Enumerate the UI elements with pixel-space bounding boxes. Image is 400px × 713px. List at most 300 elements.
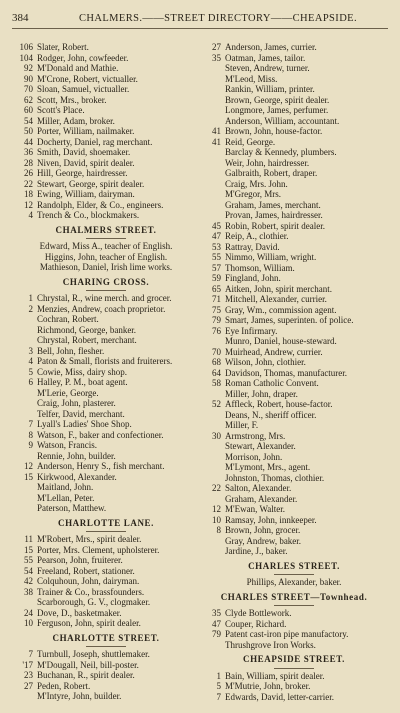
directory-entry <box>200 158 388 169</box>
directory-entry <box>12 137 200 148</box>
house-number <box>200 462 225 473</box>
directory-entry <box>200 273 388 284</box>
house-number <box>200 420 225 431</box>
house-number <box>200 200 225 211</box>
house-number: 36 <box>24 147 33 157</box>
house-number <box>200 168 225 179</box>
directory-entry <box>12 545 200 556</box>
house-number <box>200 210 225 221</box>
entry-text: Richmond, George, banker. <box>37 324 137 335</box>
centered-entry: Phillips, Alexander, baker. <box>246 577 342 587</box>
house-number <box>200 179 225 190</box>
house-number: 62 <box>24 94 33 105</box>
directory-entry <box>12 461 200 472</box>
directory-entry <box>200 357 388 368</box>
entry-text: Reip, A., clothier. <box>225 231 289 241</box>
charing-cross-continued-entries <box>200 42 388 557</box>
directory-entry <box>200 452 388 463</box>
directory-entry <box>200 147 388 158</box>
house-number <box>200 63 225 74</box>
house-number: 53 <box>212 241 221 252</box>
directory-entry <box>200 546 388 557</box>
entry-text: Halley, P. M., boat agent. <box>37 377 128 387</box>
directory-entry <box>12 179 200 190</box>
house-number <box>12 493 37 504</box>
house-number: 79 <box>212 315 221 325</box>
charlotte-street-entries <box>12 649 200 702</box>
entry-text: Randolph, Elder, & Co., engineers. <box>37 199 164 210</box>
directory-entry <box>12 158 200 169</box>
directory-entry <box>200 137 388 148</box>
directory-entry <box>12 367 200 378</box>
house-number: 76 <box>212 325 221 336</box>
house-number: 90 <box>24 73 33 84</box>
directory-entry <box>200 431 388 442</box>
entry-text: Nimmo, William, wright. <box>225 252 317 262</box>
entry-text: Ramsay, John, innkeeper. <box>225 514 317 525</box>
directory-entry <box>12 325 200 336</box>
house-number: 55 <box>24 555 33 565</box>
entry-text: M'Robert, Mrs., spirit dealer. <box>37 534 142 544</box>
house-number: 30 <box>212 430 221 441</box>
directory-entry <box>12 189 200 200</box>
house-number: 3 <box>28 345 33 356</box>
house-number: 41 <box>212 126 221 136</box>
entry-text: Dove, D., basketmaker. <box>37 607 122 618</box>
directory-entry <box>12 660 200 671</box>
house-number: 24 <box>24 607 33 618</box>
centered-entry: Edward, Miss A., teacher of English. <box>39 241 173 251</box>
house-number <box>12 335 37 346</box>
entry-text: Lyall's Ladies' Shoe Shop. <box>37 419 132 429</box>
entry-text: Bain, William, spirit dealer. <box>225 670 325 681</box>
entry-text: M'Ewan, Walter. <box>225 504 285 514</box>
house-number: 18 <box>24 189 33 199</box>
directory-entry <box>200 179 388 190</box>
house-number: 35 <box>212 608 221 618</box>
house-number: 4 <box>28 210 33 220</box>
directory-entry <box>12 147 200 158</box>
entry-text: Salton, Alexander. <box>225 483 292 493</box>
house-number: 11 <box>24 534 33 544</box>
entry-text: M'Gregor, Mrs. <box>225 189 282 199</box>
house-number: 92 <box>24 63 33 73</box>
directory-entry <box>12 168 200 179</box>
directory-entry <box>12 335 200 346</box>
house-number: 45 <box>212 220 221 231</box>
section-rule <box>86 238 126 239</box>
directory-entry <box>200 494 388 505</box>
house-number <box>200 105 225 116</box>
section-rule <box>86 531 126 532</box>
directory-entry <box>200 692 388 703</box>
house-number: 26 <box>24 168 33 178</box>
entry-text: M'Lymont, Mrs., agent. <box>225 462 311 472</box>
house-number: 60 <box>24 105 33 115</box>
house-number: 79 <box>212 629 221 639</box>
entry-text: Fingland, John. <box>225 273 281 283</box>
entry-text: Galbraith, Robert, draper. <box>225 168 318 178</box>
running-header <box>12 12 388 29</box>
house-number: 9 <box>28 440 33 450</box>
house-number: 4 <box>28 356 33 366</box>
house-number: 2 <box>28 303 33 314</box>
directory-entry <box>200 483 388 494</box>
entry-text: Colquhoun, John, dairyman. <box>37 576 140 586</box>
directory-entry <box>200 84 388 95</box>
directory-entry <box>12 314 200 325</box>
section-title-charing-cross: CHARING CROSS. <box>62 276 150 287</box>
entry-text: Gray, Wm., commission agent. <box>225 304 337 315</box>
directory-entry <box>200 399 388 410</box>
house-number: 22 <box>24 178 33 189</box>
left-column <box>12 42 200 702</box>
entry-text: Craig, John, plasterer. <box>37 398 116 408</box>
directory-entry <box>12 116 200 127</box>
directory-entry <box>12 451 200 462</box>
directory-entry <box>200 53 388 64</box>
section-title-charlotte-street: CHARLOTTE STREET. <box>52 632 160 643</box>
entry-text: Smith, David, shoemaker. <box>37 147 131 157</box>
house-number: 7 <box>216 691 221 702</box>
directory-entry <box>12 493 200 504</box>
entry-text: Davidson, Thomas, manufacturer. <box>225 367 348 378</box>
house-number <box>200 158 225 169</box>
house-number: 7 <box>28 419 33 429</box>
entry-text: Scott, Mrs., broker. <box>37 94 107 105</box>
section-title-charles-street-townhead: CHARLES STREET—Townhead. <box>220 591 368 602</box>
house-number <box>200 536 225 547</box>
house-number: 104 <box>19 52 33 63</box>
directory-entry <box>200 242 388 253</box>
entry-text: Hill, George, hairdresser. <box>37 168 128 178</box>
directory-entry <box>200 326 388 337</box>
entry-text: Clyde Bottlework. <box>225 608 292 618</box>
house-number: 1 <box>216 670 221 681</box>
entry-text: Muirhead, Andrew, currier. <box>225 346 323 357</box>
directory-entry <box>200 105 388 116</box>
directory-entry <box>12 576 200 587</box>
entry-text: Telfer, David, merchant. <box>37 408 125 419</box>
entry-text: Rennie, John, builder. <box>37 450 116 461</box>
directory-entry <box>12 503 200 514</box>
directory-entry <box>12 534 200 545</box>
entry-text: Provan, James, hairdresser. <box>225 210 323 220</box>
right-column <box>200 42 388 702</box>
centered-entry: Higgins, John, teacher of English. <box>44 251 168 262</box>
entry-text: M'Lerie, George. <box>37 387 99 398</box>
entry-text: Affleck, Robert, house-factor. <box>225 399 333 409</box>
entry-text: Mitchell, Alexander, currier. <box>225 294 327 304</box>
directory-entry <box>200 221 388 232</box>
house-number: 12 <box>24 461 33 471</box>
directory-entry <box>12 419 200 430</box>
entry-text: Peden, Robert. <box>37 680 91 691</box>
entry-text: Thomson, William. <box>225 262 295 273</box>
house-number: 10 <box>24 618 33 628</box>
house-number: 23 <box>24 670 33 680</box>
directory-entry <box>12 63 200 74</box>
entry-text: Johnston, Thomas, clothier. <box>225 472 325 483</box>
entry-text: Barclay & Kennedy, plumbers. <box>225 147 337 157</box>
directory-entry <box>12 608 200 619</box>
entry-text: Stewart, George, spirit dealer. <box>37 178 145 189</box>
house-number: 35 <box>212 52 221 63</box>
directory-entry <box>12 74 200 85</box>
house-number <box>200 640 225 651</box>
house-number <box>12 597 37 608</box>
directory-entry <box>200 462 388 473</box>
house-number <box>12 503 37 514</box>
directory-entry <box>200 210 388 221</box>
house-number <box>200 189 225 200</box>
chalmers-street-lines <box>12 241 200 273</box>
directory-entry <box>12 293 200 304</box>
entry-text: Gray, Andrew, baker. <box>225 535 302 546</box>
directory-entry <box>200 515 388 526</box>
entry-text: Rodger, John, cowfeeder. <box>37 52 129 63</box>
entry-text: Brown, John, house-factor. <box>225 126 323 136</box>
house-number: 38 <box>24 586 33 597</box>
house-number <box>12 691 37 702</box>
directory-entry <box>200 116 388 127</box>
entry-text: M'Leod, Miss. <box>225 73 278 84</box>
section-title-charlotte-lane: CHARLOTTE LANE. <box>57 517 155 528</box>
house-number: '17 <box>22 659 33 670</box>
entry-text: Deans, N., sheriff officer. <box>225 409 317 420</box>
entry-text: Robin, Robert, spirit dealer. <box>225 220 325 231</box>
house-number <box>200 74 225 85</box>
house-number: 54 <box>24 565 33 576</box>
directory-entry <box>12 126 200 137</box>
entry-text: Porter, William, nailmaker. <box>37 126 135 136</box>
house-number <box>200 410 225 421</box>
entry-text: Aitken, John, spirit merchant. <box>225 283 332 294</box>
directory-entry <box>12 691 200 702</box>
directory-entry <box>12 587 200 598</box>
charles-street-lines <box>200 577 388 588</box>
house-number <box>12 388 37 399</box>
entry-text: Porter, Mrs. Clement, upholsterer. <box>37 544 160 555</box>
entry-text: M'Dougall, Neil, bill-poster. <box>37 659 139 670</box>
entry-text: Scott's Place. <box>37 105 85 115</box>
entry-text: M'Crone, Robert, victualler. <box>37 73 138 84</box>
house-number: 55 <box>212 252 221 262</box>
section-rule <box>274 605 314 606</box>
entry-text: Smart, James, superinten. of police. <box>225 315 354 325</box>
entry-text: Brown, George, spirit dealer. <box>225 94 330 105</box>
directory-entry <box>12 398 200 409</box>
house-number: 22 <box>212 483 221 493</box>
directory-entry <box>12 649 200 660</box>
directory-entry <box>12 430 200 441</box>
entry-text: Maitland, John. <box>37 482 94 492</box>
section-rule <box>86 290 126 291</box>
directory-entry <box>12 482 200 493</box>
entry-text: Stewart, Alexander. <box>225 441 296 451</box>
entry-text: Rattray, David. <box>225 241 280 252</box>
directory-entry <box>200 410 388 421</box>
directory-entry <box>12 566 200 577</box>
section-title-chalmers-street: CHALMERS STREET. <box>55 224 157 235</box>
page-title: CHALMERS.——STREET DIRECTORY——CHEAPSIDE. <box>78 13 358 24</box>
entry-text: Chrystal, Robert, merchant. <box>37 335 137 345</box>
house-number: 12 <box>212 504 221 514</box>
entry-text: Graham, Alexander. <box>225 493 298 504</box>
entry-text: Wilson, John, clothier. <box>225 357 306 367</box>
directory-entry <box>12 618 200 629</box>
entry-text: Jardine, J., baker. <box>225 546 288 556</box>
entry-text: Miller, F. <box>225 420 259 430</box>
house-number <box>12 482 37 493</box>
house-number: 50 <box>24 126 33 136</box>
entry-text: Docherty, Daniel, rag merchant. <box>37 136 153 147</box>
charing-cross-entries <box>12 293 200 514</box>
house-number <box>200 95 225 106</box>
directory-entry <box>200 231 388 242</box>
directory-entry <box>200 168 388 179</box>
directory-entry <box>200 74 388 85</box>
directory-entry <box>12 95 200 106</box>
house-number <box>200 546 225 557</box>
house-number <box>200 452 225 463</box>
entry-text: Brown, John, grocer. <box>225 525 301 535</box>
house-number: 64 <box>212 367 221 378</box>
entry-text: Couper, Richard. <box>225 618 287 629</box>
entry-text: Longmore, James, perfumer. <box>225 105 329 115</box>
directory-entry <box>200 189 388 200</box>
house-number <box>200 441 225 452</box>
directory-entry <box>200 441 388 452</box>
house-number: 44 <box>24 136 33 147</box>
directory-entry <box>200 504 388 515</box>
house-number: 8 <box>216 525 221 535</box>
directory-entry <box>12 210 200 221</box>
house-number: 52 <box>212 399 221 409</box>
directory-entry <box>200 200 388 211</box>
directory-entry <box>200 536 388 547</box>
entry-text: Oatman, James, tailor. <box>225 52 306 63</box>
house-number: 59 <box>212 273 221 283</box>
directory-entry <box>200 336 388 347</box>
directory-entry <box>12 555 200 566</box>
house-number: 15 <box>24 471 33 482</box>
directory-entry <box>200 63 388 74</box>
directory-entry <box>200 619 388 630</box>
house-number <box>12 409 37 420</box>
directory-entry <box>12 84 200 95</box>
entry-text: Munro, Daniel, house-steward. <box>225 336 337 346</box>
directory-entry <box>200 315 388 326</box>
entry-text: Anderson, Henry S., fish merchant. <box>37 461 165 471</box>
entry-text: Paterson, Matthew. <box>37 503 107 513</box>
directory-entry <box>12 472 200 483</box>
house-number: 47 <box>212 231 221 241</box>
directory-entry <box>200 126 388 137</box>
entry-text: M'Lellan, Peter. <box>37 492 95 503</box>
directory-entry <box>12 356 200 367</box>
directory-entry <box>200 671 388 682</box>
house-number <box>12 451 37 462</box>
entry-text: Paton & Small, florists and fruiterers. <box>37 356 173 366</box>
directory-entry <box>200 42 388 53</box>
charles-street-townhead-entries <box>200 608 388 650</box>
directory-entry <box>12 42 200 53</box>
entry-text: Menzies, Andrew, coach proprietor. <box>37 303 166 314</box>
entry-text: Ewing, William, dairyman. <box>37 189 135 199</box>
entry-text: Chrystal, R., wine merch. and grocer. <box>37 293 172 303</box>
entry-text: Scarborough, G. V., clogmaker. <box>37 597 151 607</box>
entry-text: Turnbull, Joseph, shuttlemaker. <box>37 649 150 659</box>
entry-text: Patent cast-iron pipe manufactory. <box>225 629 349 639</box>
house-number: 70 <box>212 346 221 357</box>
directory-entry <box>200 95 388 106</box>
house-number: 10 <box>212 514 221 525</box>
entry-text: Craig, Mrs. John. <box>225 178 288 189</box>
house-number: 106 <box>19 42 33 52</box>
entry-text: Cowie, Miss, dairy shop. <box>37 366 127 377</box>
entry-text: Sloan, Samuel, victualler. <box>37 84 130 94</box>
house-number <box>12 325 37 336</box>
directory-entry <box>200 389 388 400</box>
section-title-cheapside-street: CHEAPSIDE STREET. <box>242 654 346 664</box>
house-number: 41 <box>212 136 221 147</box>
directory-entry <box>200 420 388 431</box>
entry-text: Anderson, William, accountant. <box>225 115 340 126</box>
house-number: 68 <box>212 357 221 367</box>
house-number: 15 <box>24 544 33 555</box>
house-number: 5 <box>216 681 221 691</box>
entry-text: Weir, John, hairdresser. <box>225 157 310 168</box>
section-rule <box>274 668 314 669</box>
house-number: 6 <box>28 377 33 387</box>
directory-entry <box>200 305 388 316</box>
entry-text: Niven, David, spirit dealer. <box>37 157 135 168</box>
directory-entry <box>200 640 388 651</box>
entry-text: Steven, Andrew, turner. <box>225 63 310 73</box>
directory-entry <box>200 294 388 305</box>
entry-text: Cochran, Robert. <box>37 314 99 324</box>
house-number: 71 <box>212 294 221 304</box>
entry-text: Reid, George. <box>225 136 276 147</box>
directory-entry <box>200 252 388 263</box>
directory-entry <box>12 388 200 399</box>
entry-text: Pearson, John, fruiterer. <box>37 555 123 565</box>
house-number <box>200 147 225 158</box>
directory-entry <box>200 378 388 389</box>
directory-entry <box>12 670 200 681</box>
directory-entry <box>200 284 388 295</box>
entry-text: Morrison, John. <box>225 451 283 462</box>
directory-entry <box>12 53 200 64</box>
directory-entry <box>200 629 388 640</box>
section-rule <box>86 646 126 647</box>
chalmers-entries <box>12 42 200 221</box>
house-number <box>12 314 37 325</box>
entry-text: Trench & Co., blockmakers. <box>37 210 140 220</box>
house-number <box>200 336 225 347</box>
house-number: 7 <box>28 649 33 659</box>
directory-entry <box>200 608 388 619</box>
directory-entry <box>12 409 200 420</box>
directory-entry <box>12 681 200 692</box>
entry-text: Watson, F., baker and confectioner. <box>37 429 164 440</box>
house-number: 57 <box>212 262 221 273</box>
house-number: 42 <box>24 576 33 586</box>
entry-text: Thrushgrove Iron Works. <box>225 639 316 650</box>
directory-entry <box>12 346 200 357</box>
charlotte-lane-entries <box>12 534 200 629</box>
